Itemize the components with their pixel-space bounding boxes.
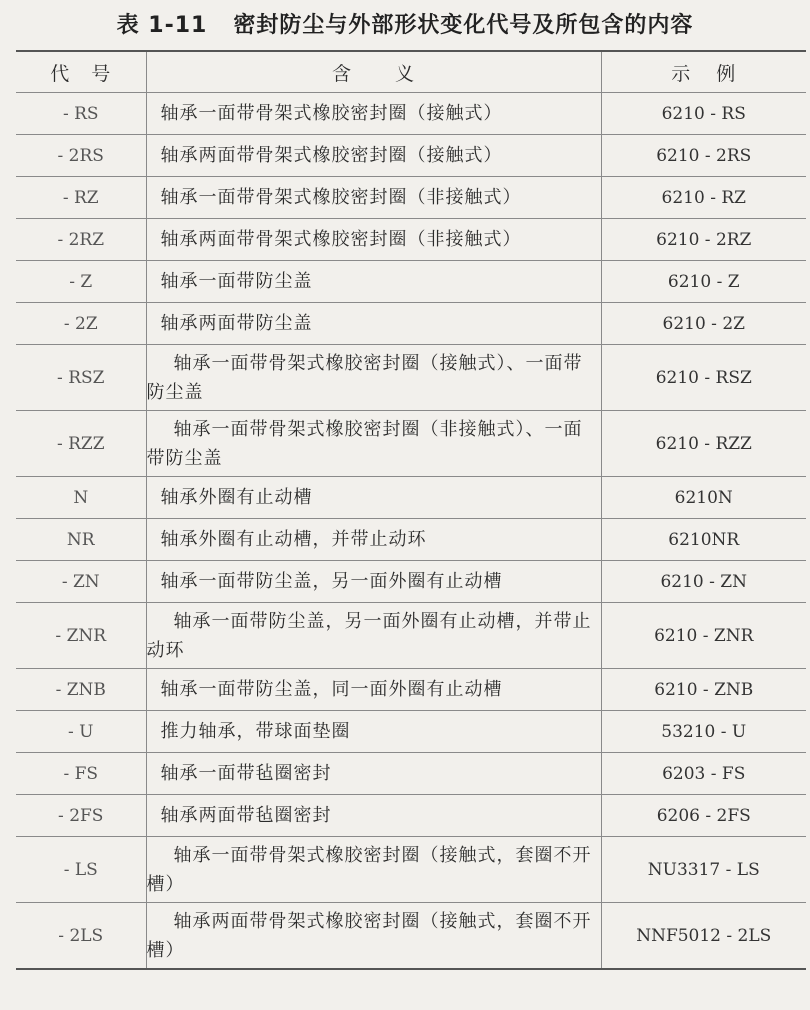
meaning-cell: 轴承一面带骨架式橡胶密封圈（接触式） xyxy=(146,93,601,135)
example-cell: 6210 - RZZ xyxy=(601,411,806,477)
meaning-cell: 轴承一面带骨架式橡胶密封圈（接触式）、一面带防尘盖 xyxy=(146,345,601,411)
table-row xyxy=(16,93,806,135)
header-meaning: 含义 xyxy=(146,51,601,93)
table-number: 表 1-11 xyxy=(116,13,208,38)
meaning-cell: 轴承一面带骨架式橡胶密封圈（接触式，套圈不开槽） xyxy=(146,837,601,903)
code-cell: - RSZ xyxy=(16,345,146,411)
example-cell: 6206 - 2FS xyxy=(601,795,806,837)
table-row xyxy=(16,135,806,177)
table-row xyxy=(16,519,806,561)
example-cell: 6210 - RZ xyxy=(601,177,806,219)
code-cell: - RS xyxy=(16,93,146,135)
table-row xyxy=(16,795,806,837)
bearing-code-table xyxy=(16,50,806,970)
table-row xyxy=(16,561,806,603)
example-cell: 6210 - RSZ xyxy=(601,345,806,411)
table-row xyxy=(16,177,806,219)
table-row xyxy=(16,837,806,903)
example-cell: 6210 - 2RZ xyxy=(601,219,806,261)
table-row xyxy=(16,903,806,970)
code-cell: - U xyxy=(16,711,146,753)
code-cell: - 2RZ xyxy=(16,219,146,261)
example-cell: 6210N xyxy=(601,477,806,519)
code-cell: - ZNR xyxy=(16,603,146,669)
example-cell: 6210 - ZNB xyxy=(601,669,806,711)
meaning-cell: 轴承两面带骨架式橡胶密封圈（接触式） xyxy=(146,135,601,177)
example-cell: 6210 - ZN xyxy=(601,561,806,603)
meaning-cell: 轴承两面带骨架式橡胶密封圈（非接触式） xyxy=(146,219,601,261)
meaning-cell: 推力轴承，带球面垫圈 xyxy=(146,711,601,753)
table-row xyxy=(16,411,806,477)
table-row xyxy=(16,603,806,669)
code-cell: - 2Z xyxy=(16,303,146,345)
example-cell: 6210 - 2RS xyxy=(601,135,806,177)
code-cell: - ZNB xyxy=(16,669,146,711)
table-title: 密封防尘与外部形状变化代号及所包含的内容 xyxy=(233,13,694,38)
code-cell: NR xyxy=(16,519,146,561)
table-row xyxy=(16,669,806,711)
code-cell: N xyxy=(16,477,146,519)
example-cell: 6210 - Z xyxy=(601,261,806,303)
table-row xyxy=(16,261,806,303)
example-cell: 6210NR xyxy=(601,519,806,561)
code-cell: - 2LS xyxy=(16,903,146,970)
example-cell: 6210 - RS xyxy=(601,93,806,135)
code-cell: - LS xyxy=(16,837,146,903)
example-cell: 6203 - FS xyxy=(601,753,806,795)
table-row xyxy=(16,345,806,411)
header-row xyxy=(16,51,806,93)
meaning-cell: 轴承一面带骨架式橡胶密封圈（非接触式）、一面带防尘盖 xyxy=(146,411,601,477)
code-cell: - RZ xyxy=(16,177,146,219)
meaning-cell: 轴承一面带防尘盖 xyxy=(146,261,601,303)
example-cell: NNF5012 - 2LS xyxy=(601,903,806,970)
code-cell: - FS xyxy=(16,753,146,795)
code-cell: - 2RS xyxy=(16,135,146,177)
meaning-cell: 轴承两面带骨架式橡胶密封圈（接触式，套圈不开槽） xyxy=(146,903,601,970)
code-cell: - RZZ xyxy=(16,411,146,477)
table-row xyxy=(16,477,806,519)
header-code: 代号 xyxy=(16,51,146,93)
meaning-cell: 轴承一面带防尘盖，同一面外圈有止动槽 xyxy=(146,669,601,711)
table-row xyxy=(16,303,806,345)
example-cell: 6210 - 2Z xyxy=(601,303,806,345)
meaning-cell: 轴承一面带毡圈密封 xyxy=(146,753,601,795)
meaning-cell: 轴承一面带防尘盖，另一面外圈有止动槽 xyxy=(146,561,601,603)
meaning-cell: 轴承两面带防尘盖 xyxy=(146,303,601,345)
table-row xyxy=(16,219,806,261)
meaning-cell: 轴承外圈有止动槽 xyxy=(146,477,601,519)
table-row xyxy=(16,711,806,753)
example-cell: 53210 - U xyxy=(601,711,806,753)
code-cell: - 2FS xyxy=(16,795,146,837)
table-row xyxy=(16,753,806,795)
table-caption xyxy=(0,8,810,39)
code-cell: - ZN xyxy=(16,561,146,603)
meaning-cell: 轴承两面带毡圈密封 xyxy=(146,795,601,837)
meaning-cell: 轴承一面带骨架式橡胶密封圈（非接触式） xyxy=(146,177,601,219)
example-cell: 6210 - ZNR xyxy=(601,603,806,669)
meaning-cell: 轴承外圈有止动槽，并带止动环 xyxy=(146,519,601,561)
example-cell: NU3317 - LS xyxy=(601,837,806,903)
code-cell: - Z xyxy=(16,261,146,303)
meaning-cell: 轴承一面带防尘盖，另一面外圈有止动槽，并带止动环 xyxy=(146,603,601,669)
header-example: 示例 xyxy=(601,51,806,93)
